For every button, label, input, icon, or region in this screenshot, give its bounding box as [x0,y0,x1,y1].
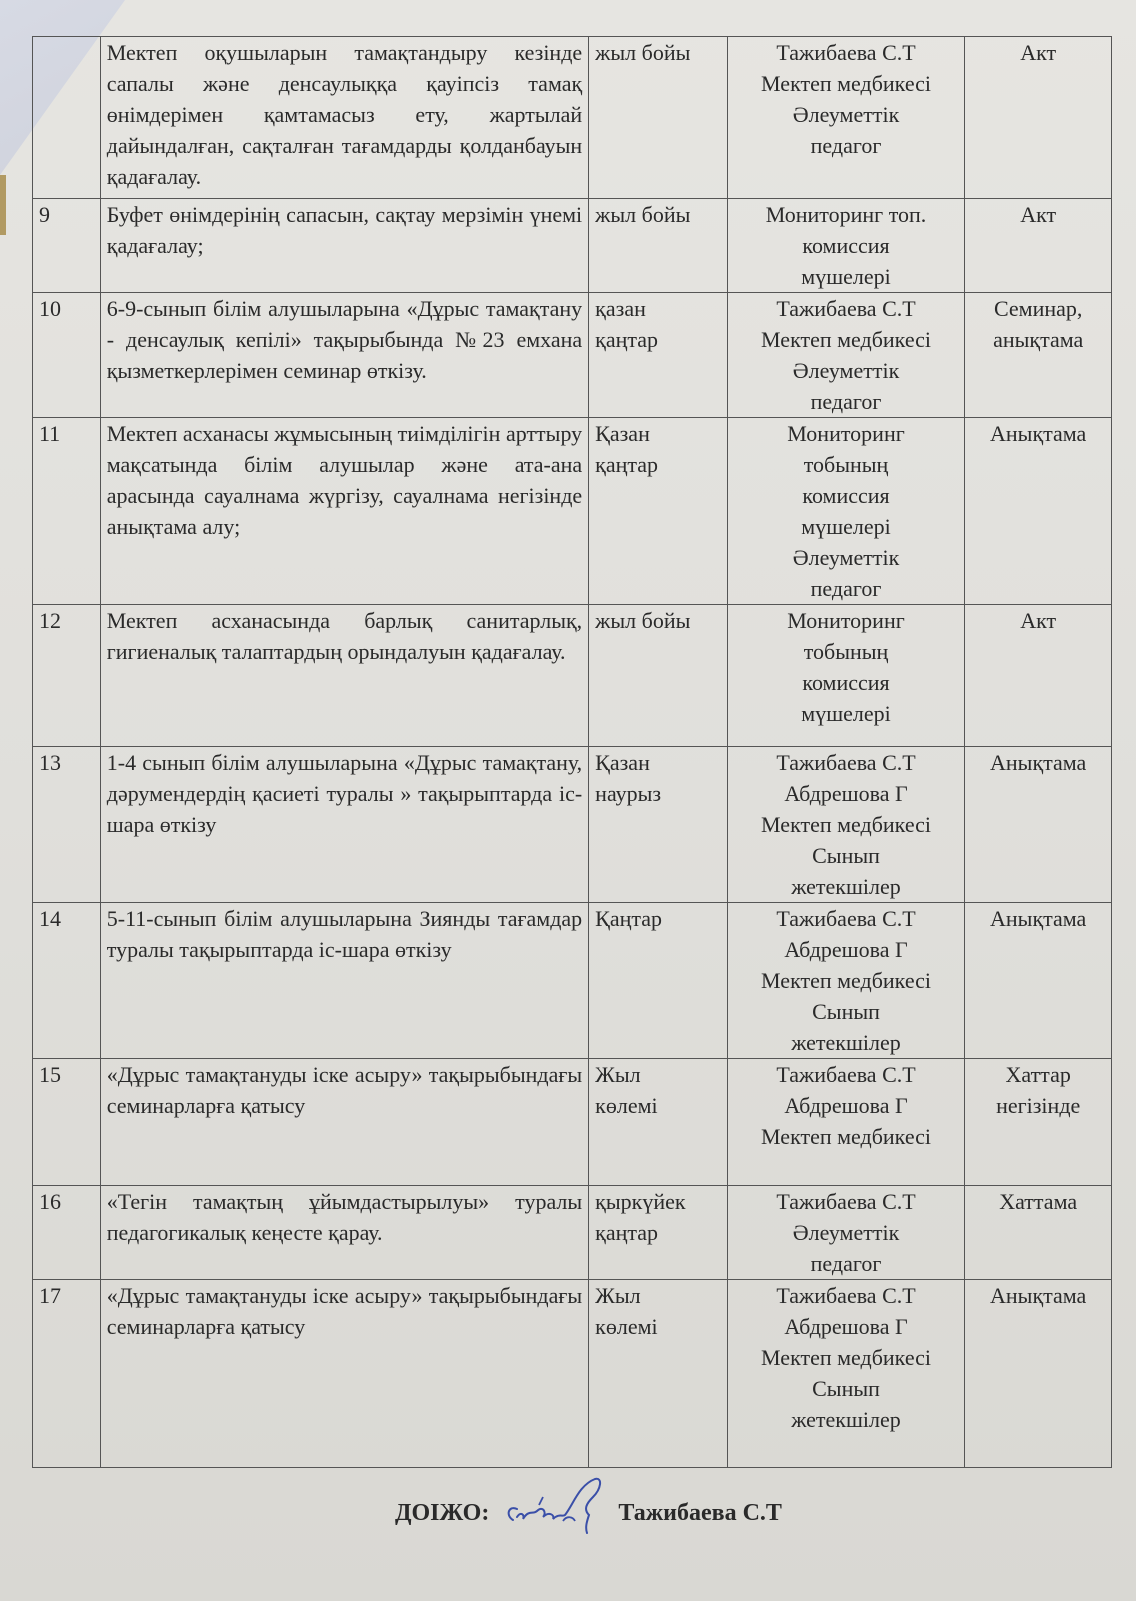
responsible-cell [727,1059,965,1186]
activity-cell: Мектеп асханасы жұмысының тиімділігін арттыру мақсатында білім алушылар және ата-ана арасында сауалнама жүргізу, сауалнама негізінде анықтама алу; [100,418,588,605]
completion-form-cell [965,1186,1112,1280]
responsible-line: педагог [810,389,882,414]
plan-table [32,36,1112,1468]
completion-form-cell [965,293,1112,418]
row-number: 17 [33,1280,101,1468]
table-row [33,418,1112,605]
activity-cell: Мектеп асханасында барлық санитарлық, гигиеналық талаптардың орындалуын қадағалау. [100,605,588,747]
responsible-line: Сынып [812,1376,880,1401]
activity-cell: 6-9-сынып білім алушыларына «Дұрыс тамақтану - денсаулық кепілі» тақырыбында №23 емхана қызметкерлерімен семинар өткізу. [100,293,588,418]
activity-cell: 5-11-сынып білім алушыларына Зиянды тағамдар туралы тақырыптарда іс-шара өткізу [100,903,588,1059]
completion-form-cell [965,199,1112,293]
responsible-line: Мектеп медбикесі [761,327,932,352]
completion-form-cell [965,418,1112,605]
row-number: 15 [33,1059,101,1186]
responsible-line: комиссия [802,670,890,695]
responsible-cell [727,293,965,418]
signature-icon [503,1475,618,1535]
form-line: Хаттар [1005,1062,1071,1087]
responsible-cell [727,1280,965,1468]
page-edge [0,175,6,235]
responsible-line: тобының [803,452,889,477]
term-cell [589,199,728,293]
responsible-line: Тажибаева С.Т [776,1062,916,1087]
responsible-line: комиссия [802,483,890,508]
row-number [33,37,101,199]
form-line: Семинар, [993,296,1083,321]
term-line: Жыл [595,1062,641,1087]
responsible-line: Мектеп медбикесі [761,71,932,96]
term-line: көлемі [595,1093,658,1118]
term-line: жыл бойы [595,40,691,65]
responsible-line: Мектеп медбикесі [761,812,932,837]
responsible-line: Мониторинг топ. [765,202,927,227]
term-cell [589,605,728,747]
responsible-line: Сынып [812,999,880,1024]
form-line: Анықтама [990,1283,1087,1308]
form-line: Акт [1020,202,1057,227]
responsible-line: тобының [803,639,889,664]
completion-form-cell [965,605,1112,747]
responsible-cell [727,37,965,199]
term-line: Қазан [595,750,650,775]
term-line: қаңтар [595,452,659,477]
responsible-line: Тажибаева С.Т [776,40,916,65]
approval-footer [395,1483,782,1543]
table-row [33,1059,1112,1186]
responsible-line: Абдрешова Г [784,781,908,806]
term-cell [589,1059,728,1186]
responsible-line: Әлеуметтік [792,545,900,570]
responsible-line: Әлеуметтік [792,358,900,383]
responsible-line: педагог [810,133,882,158]
table-row [33,747,1112,903]
responsible-line: жетекшілер [791,874,901,899]
term-line: көлемі [595,1314,658,1339]
term-cell [589,418,728,605]
responsible-line: Тажибаева С.Т [776,906,916,931]
form-line: Анықтама [990,750,1087,775]
responsible-line: жетекшілер [791,1407,901,1432]
term-line: жыл бойы [595,202,691,227]
row-number: 14 [33,903,101,1059]
row-number: 9 [33,199,101,293]
table-row [33,37,1112,199]
row-number: 10 [33,293,101,418]
form-line: негізінде [996,1093,1081,1118]
form-line: анықтама [993,327,1084,352]
responsible-line: Мектеп медбикесі [761,1345,932,1370]
responsible-line: мүшелері [801,264,891,289]
responsible-line: мүшелері [801,701,891,726]
term-cell [589,293,728,418]
row-number: 16 [33,1186,101,1280]
term-line: наурыз [595,781,662,806]
responsible-line: Сынып [812,843,880,868]
activity-cell: «Дұрыс тамақтануды іске асыру» тақырыбындағы семинарларға қатысу [100,1280,588,1468]
row-number: 11 [33,418,101,605]
responsible-line: Мектеп медбикесі [761,968,932,993]
responsible-line: Тажибаева С.Т [776,1283,916,1308]
term-line: Қаңтар [595,906,663,931]
table-row [33,293,1112,418]
responsible-line: Тажибаева С.Т [776,1189,916,1214]
activity-cell: «Тегін тамақтың ұйымдастырылуы» туралы педагогикалық кеңесте қарау. [100,1186,588,1280]
activity-cell: «Дұрыс тамақтануды іске асыру» тақырыбындағы семинарларға қатысу [100,1059,588,1186]
responsible-line: Тажибаева С.Т [776,750,916,775]
completion-form-cell [965,37,1112,199]
responsible-line: Әлеуметтік [792,1220,900,1245]
responsible-line: Әлеуметтік [792,102,900,127]
responsible-line: Абдрешова Г [784,1314,908,1339]
term-line: Жыл [595,1283,641,1308]
responsible-cell [727,1186,965,1280]
form-line: Хаттама [999,1189,1078,1214]
table-row [33,903,1112,1059]
term-line: қыркүйек [595,1189,686,1214]
completion-form-cell [965,747,1112,903]
responsible-line: комиссия [802,233,890,258]
term-line: қаңтар [595,327,659,352]
activity-cell: 1-4 сынып білім алушыларына «Дұрыс тамақтану, дәрумендердің қасиеті туралы » тақырыптарда іс-шара өткізу [100,747,588,903]
term-line: қаңтар [595,1220,659,1245]
responsible-line: Абдрешова Г [784,937,908,962]
completion-form-cell [965,1280,1112,1468]
table-row [33,199,1112,293]
responsible-line: Мектеп медбикесі [761,1124,932,1149]
activity-cell: Буфет өнімдерінің сапасын, сақтау мерзімін үнемі қадағалау; [100,199,588,293]
approval-label: ДОІЖО: [395,1499,490,1526]
table-row [33,1280,1112,1468]
term-line: Қазан [595,421,650,446]
table-row [33,1186,1112,1280]
completion-form-cell [965,1059,1112,1186]
activity-cell: Мектеп оқушыларын тамақтандыру кезінде сапалы және денсаулыққа қауіпсіз тамақ өнімдерімен қамтамасыз ету, жартылай дайындалған, сақталған тағамдарды қолданбауын қадағалау. [100,37,588,199]
approver-name: Тажибаева С.Т [618,1499,782,1526]
responsible-line: Мониторинг [787,608,905,633]
term-cell [589,903,728,1059]
term-line: қазан [595,296,646,321]
row-number: 12 [33,605,101,747]
responsible-line: жетекшілер [791,1030,901,1055]
responsible-cell [727,747,965,903]
responsible-cell [727,418,965,605]
responsible-line: мүшелері [801,514,891,539]
form-line: Акт [1020,608,1057,633]
term-cell [589,1280,728,1468]
responsible-line: Тажибаева С.Т [776,296,916,321]
term-cell [589,747,728,903]
responsible-cell [727,605,965,747]
form-line: Акт [1020,40,1057,65]
responsible-cell [727,199,965,293]
responsible-line: педагог [810,1251,882,1276]
table-row [33,605,1112,747]
term-cell [589,37,728,199]
term-line: жыл бойы [595,608,691,633]
responsible-line: Мониторинг [787,421,905,446]
form-line: Анықтама [990,906,1087,931]
responsible-line: Абдрешова Г [784,1093,908,1118]
form-line: Анықтама [990,421,1087,446]
term-cell [589,1186,728,1280]
responsible-cell [727,903,965,1059]
completion-form-cell [965,903,1112,1059]
responsible-line: педагог [810,576,882,601]
row-number: 13 [33,747,101,903]
